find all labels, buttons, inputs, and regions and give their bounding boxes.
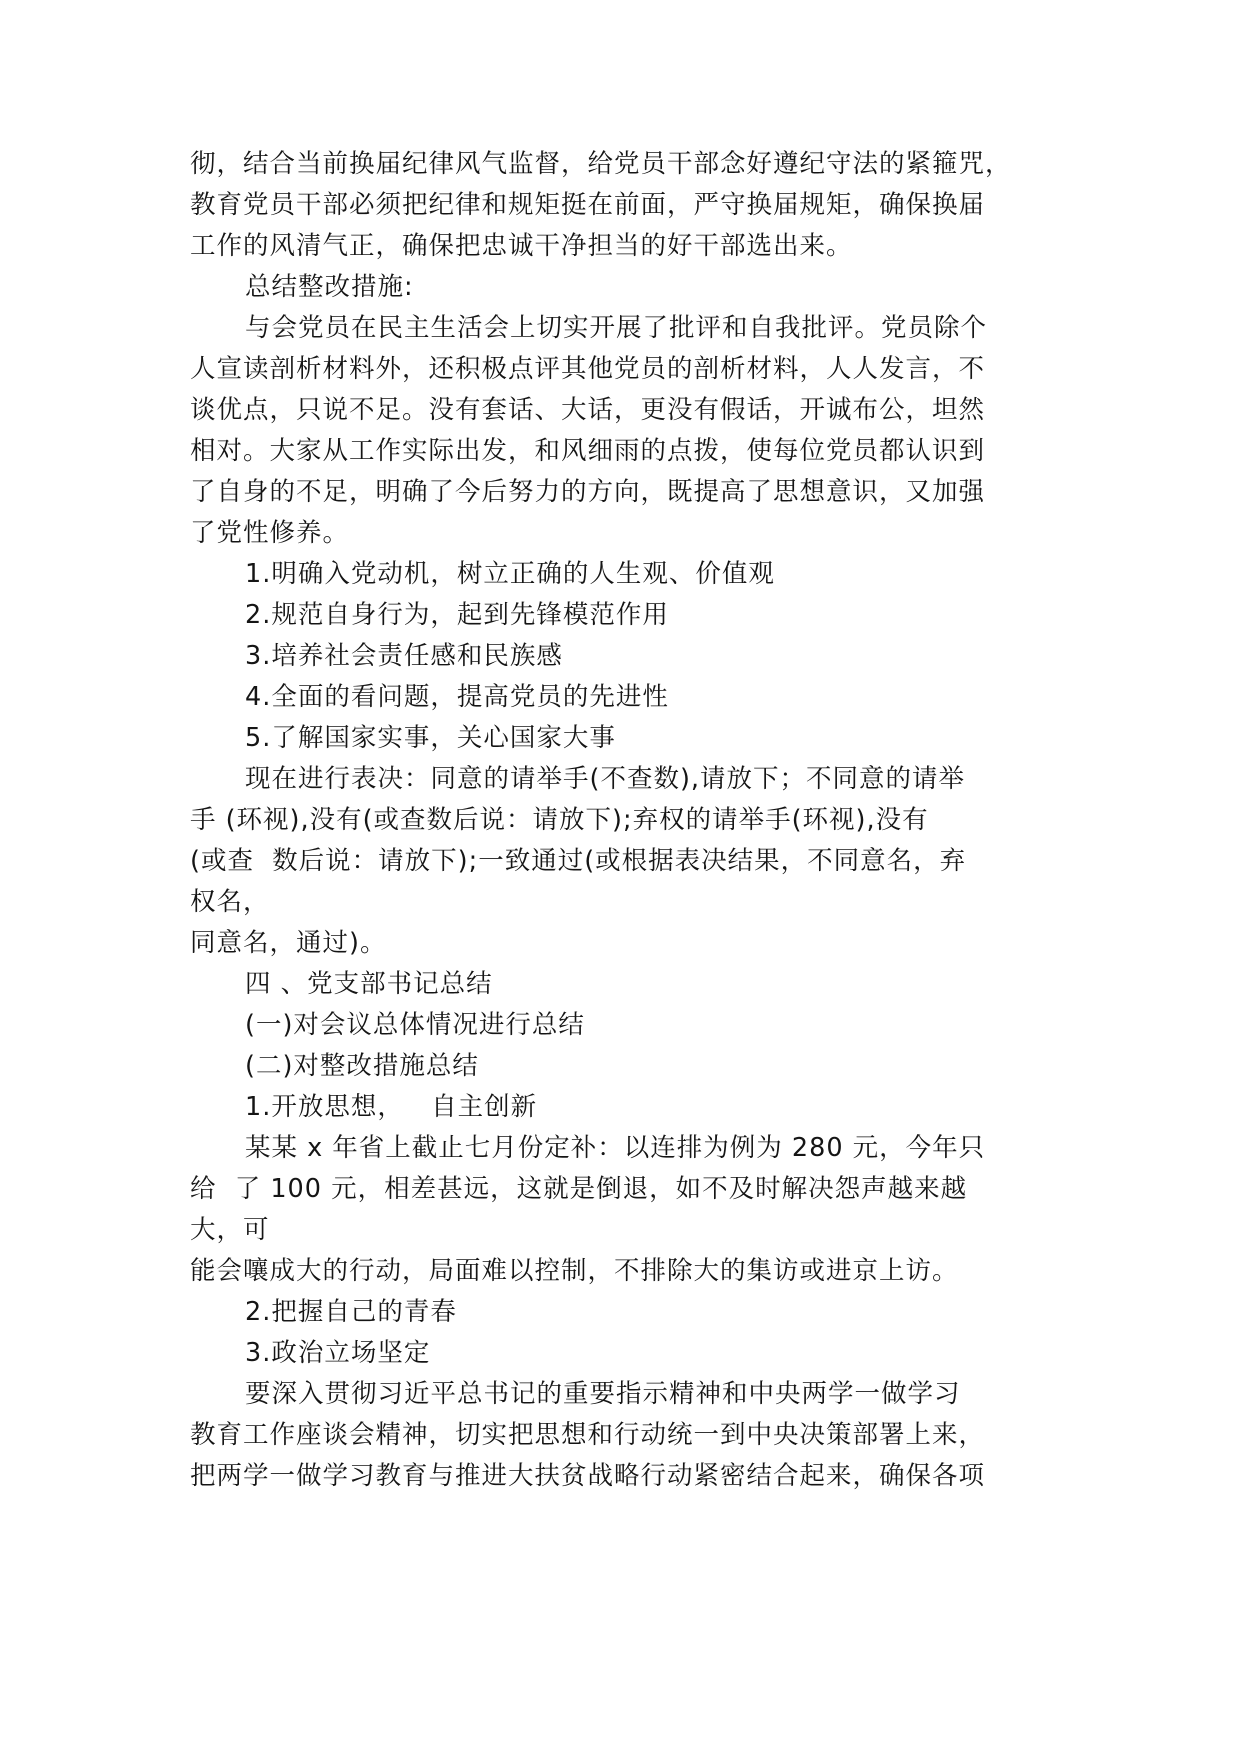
text-line: 教育党员干部必须把纪律和规矩挺在前面，严守换届规矩，确保换届 — [190, 190, 986, 220]
list-item: 2.规范自身行为，起到先锋模范作用 — [245, 600, 669, 630]
text-line: 权名， — [190, 887, 270, 917]
text-line: 与会党员在民主生活会上切实开展了批评和自我批评。党员除个 — [245, 313, 988, 343]
text-line: 同意名，通过)。 — [190, 928, 387, 958]
list-item: 1.开放思想， 自主创新 — [245, 1092, 538, 1122]
text-line: 谈优点，只说不足。没有套话、大话，更没有假话，开诚布公，坦然 — [190, 395, 986, 425]
text-line: 工作的风清气正，确保把忠诚干净担当的好干部选出来。 — [190, 231, 853, 261]
text-line: 彻，结合当前换届纪律风气监督，给党员干部念好遵纪守法的紧箍咒， — [190, 149, 1012, 179]
text-line: 人宣读剖析材料外，还积极点评其他党员的剖析材料，人人发言，不 — [190, 354, 986, 384]
subsection-heading: (二)对整改措施总结 — [245, 1051, 479, 1081]
list-item: 3.政治立场坚定 — [245, 1338, 431, 1368]
text-line: 大，可 — [190, 1215, 270, 1245]
list-item: 4.全面的看问题，提高党员的先进性 — [245, 682, 669, 712]
text-line: 某某 x 年省上截止七月份定补：以连排为例为 280 元，今年只 — [245, 1133, 986, 1163]
text-line: 教育工作座谈会精神，切实把思想和行动统一到中央决策部署上来， — [190, 1420, 986, 1450]
subsection-heading: (一)对会议总体情况进行总结 — [245, 1010, 585, 1040]
list-item: 1.明确入党动机，树立正确的人生观、价值观 — [245, 559, 775, 589]
list-item: 2.把握自己的青春 — [245, 1297, 457, 1327]
list-item: 5.了解国家实事，关心国家大事 — [245, 723, 616, 753]
text-line: (或查 数后说：请放下);一致通过(或根据表决结果，不同意名，弃 — [190, 846, 967, 876]
section-heading: 四 、党支部书记总结 — [245, 969, 493, 999]
text-line: 手 (环视),没有(或查数后说：请放下);弃权的请举手(环视),没有 — [190, 805, 929, 835]
text-line: 了党性修养。 — [190, 518, 350, 548]
text-line: 了自身的不足，明确了今后努力的方向，既提高了思想意识，又加强 — [190, 477, 986, 507]
section-heading: 总结整改措施: — [245, 272, 414, 302]
text-line: 要深入贯彻习近平总书记的重要指示精神和中央两学一做学习 — [245, 1379, 961, 1409]
text-line: 相对。大家从工作实际出发，和风细雨的点拨，使每位党员都认识到 — [190, 436, 986, 466]
text-line: 现在进行表决：同意的请举手(不查数),请放下；不同意的请举 — [245, 764, 966, 794]
list-item: 3.培养社会责任感和民族感 — [245, 641, 563, 671]
text-line: 能会嚷成大的行动，局面难以控制，不排除大的集访或进京上访。 — [190, 1256, 959, 1286]
text-line: 给 了 100 元，相差甚远，这就是倒退，如不及时解决怨声越来越 — [190, 1174, 968, 1204]
text-line: 把两学一做学习教育与推进大扶贫战略行动紧密结合起来，确保各项 — [190, 1461, 986, 1491]
